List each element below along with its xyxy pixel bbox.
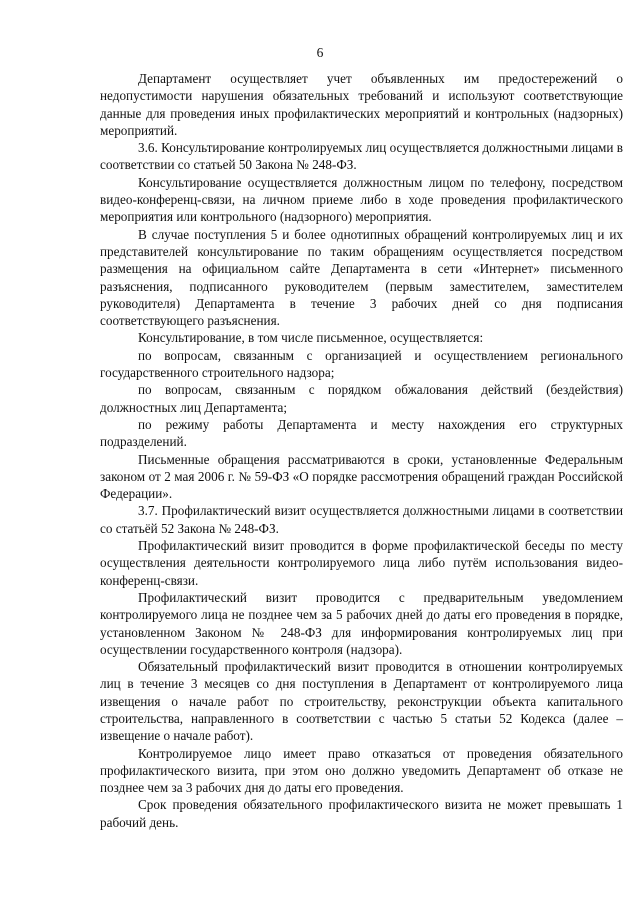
paragraph-topic-schedule: по режиму работы Департамента и месту нахождения его структурных подразделений. (100, 416, 623, 450)
paragraph-3-7-preventive-visit: 3.7. Профилактический визит осуществляется должностными лицами в соответствии со статьёй 52 Закона № 248-ФЗ. (100, 503, 623, 536)
paragraph-topic-appeals: по вопросам, связанным с порядком обжалования действий (бездействия) должностных лиц Департамента; (100, 382, 623, 415)
paragraph-refusal-right: Контролируемое лицо имеет право отказаться от проведения обязательного профилактического визита, при этом оно должно уведомить Департамент об отказе не позднее чем за 3 рабочих дня до даты его проведения. (100, 745, 623, 796)
paragraph-mandatory-visit: Обязательный профилактический визит проводится в отношении контролируемых лиц в течение 3 месяцев со дня поступления в Департамент от контролируемого лица извещения о начале работ по строительству, реконструкции объекта капитального строительства, направленного в соответствии с частью 5 статьи 52 Кодекса (далее – извещение о начале работ). (100, 659, 623, 744)
paragraph-visit-duration: Срок проведения обязательного профилактического визита не может превышать 1 рабочий день. (100, 797, 623, 830)
paragraph-written-requests: Письменные обращения рассматриваются в сроки, установленные Федеральным законом от 2 мая 2006 г. № 59-ФЗ «О порядке рассмотрения обращений граждан Российской Федерации». (100, 451, 623, 502)
paragraph-topic-organization: по вопросам, связанным с организацией и осуществлением регионального государственного строительного надзора; (100, 347, 623, 381)
paragraph-department-warnings: Департамент осуществляет учет объявленных им предостережений о недопустимости нарушения обязательных требований и используют соответствующие данные для проведения иных профилактических мероприятий и контрольных (надзорных) мероприятий. (100, 71, 623, 138)
document-body (100, 70, 623, 831)
paragraph-consulting-topics-intro: Консультирование, в том числе письменное, осуществляется: (138, 330, 484, 346)
paragraph-consulting-methods: Консультирование осуществляется должностным лицом по телефону, посредством видео-конференц-связи, на личном приеме либо в ходе проведения профилактического мероприятия или контрольного (надзорного) мероприятия. (100, 174, 623, 225)
paragraph-visit-form: Профилактический визит проводится в форме профилактической беседы по месту осуществления деятельности контролируемого лица либо путём использования видео-конференц-связи. (100, 538, 623, 588)
page-number: 6 (316, 45, 324, 60)
paragraph-3-6-consulting: 3.6. Консультирование контролируемых лиц осуществляется должностными лицами в соответствии со статьей 50 Закона № 248-ФЗ. (100, 140, 623, 173)
paragraph-similar-requests: В случае поступления 5 и более однотипных обращений контролируемых лиц и их представителей консультирование по таким обращениям осуществляется посредством размещения на официальном сайте Департамента в сети «Интернет» письменного разъяснения, подписанного руководителем (первым заместителем, заместителем руководителя) Департамента в течение 3 рабочих дней со дня подписания соответствующего разъяснения. (100, 226, 623, 329)
paragraph-visit-notification: Профилактический визит проводится с предварительным уведомлением контролируемого лица не позднее чем за 5 рабочих дней до даты его проведения в порядке, установленном Законом № 248-ФЗ для информирования контролируемых лиц при осуществлении государственного контроля (надзора). (100, 589, 623, 657)
